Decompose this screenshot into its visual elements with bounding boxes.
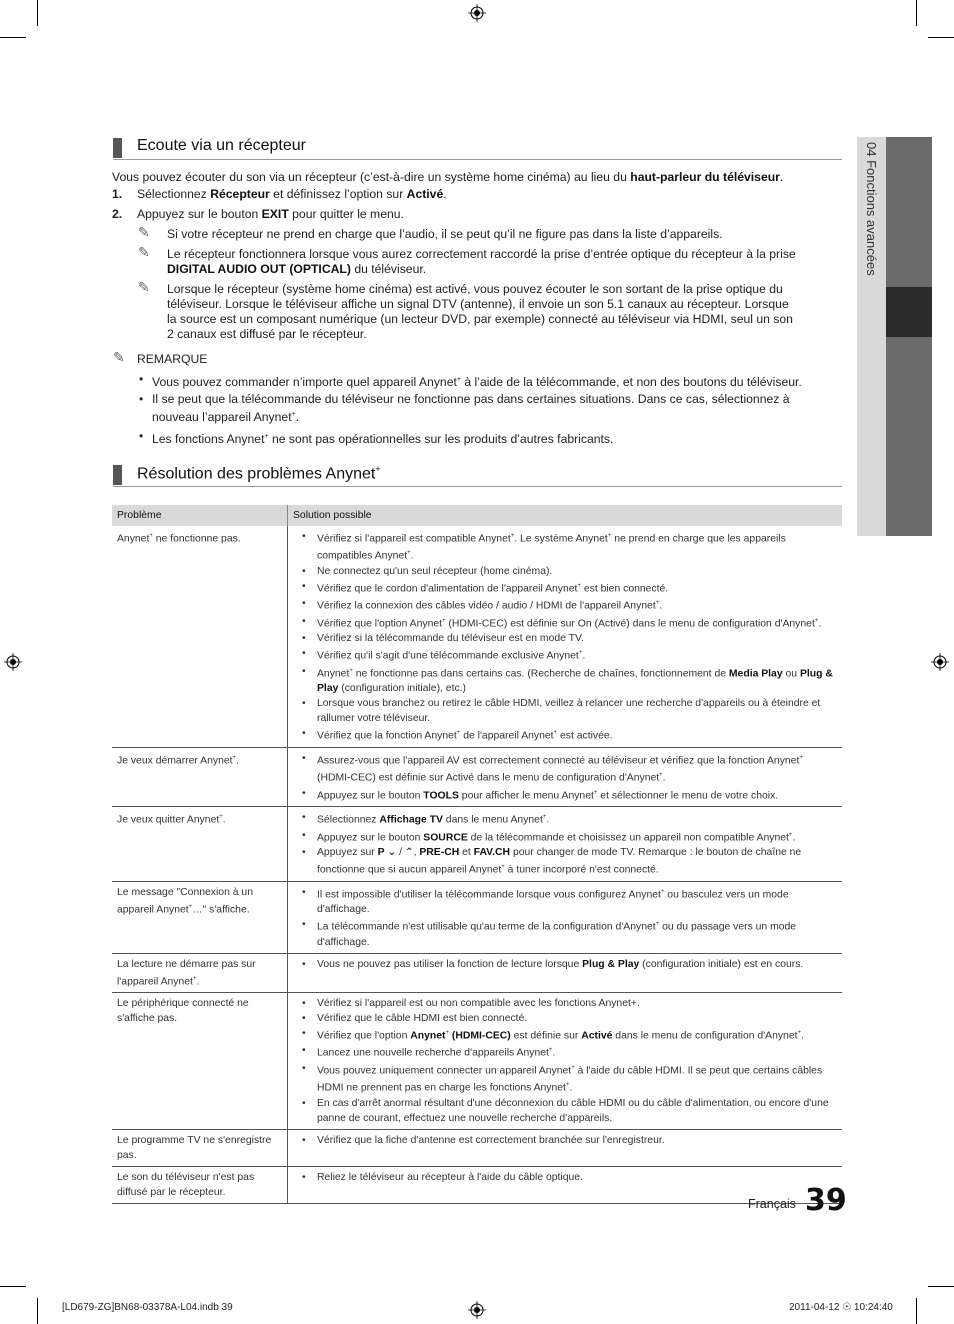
solution-item: • Lancez une nouvelle recherche d'appareils Anynet+. bbox=[293, 1043, 837, 1060]
imprint-date: 2011-04-12 ☉ 10:24:40 bbox=[789, 1302, 893, 1313]
page-number: 39 bbox=[805, 1183, 847, 1218]
note-pencil-icon: ✎ bbox=[138, 224, 150, 240]
table-row bbox=[112, 953, 842, 992]
footer-language: Français bbox=[748, 1197, 796, 1211]
solution-cell bbox=[288, 992, 843, 1129]
solution-cell bbox=[288, 1129, 843, 1166]
solution-item: • Vérifiez que la fiche d'antenne est correctement branchée sur l'enregistreur. bbox=[293, 1133, 837, 1148]
table-header-row bbox=[112, 505, 842, 526]
section-title: Ecoute via un récepteur bbox=[137, 137, 306, 154]
solution-item: • Sélectionnez Affichage TV dans le menu Anynet+. bbox=[293, 810, 837, 827]
solution-item: • Appuyez sur P ⌄ / ⌃, PRE-CH et FAV.CH pour changer de mode TV. Remarque : le bouton de chaîne ne fonctionne que si aucun appareil Anynet+ à tuner incorporé n'est connecté. bbox=[293, 845, 837, 877]
problem-cell: La lecture ne démarre pas sur l'appareil Anynet+. bbox=[112, 953, 288, 992]
table-row bbox=[112, 747, 842, 806]
solution-item: • Vérifiez si la télécommande du téléviseur est en mode TV. bbox=[293, 631, 837, 646]
section-marker bbox=[113, 465, 122, 485]
column-header-problem: Problème bbox=[112, 505, 288, 526]
solution-item: • Appuyez sur le bouton SOURCE de la télécommande et choisissez un appareil non compatible Anynet+. bbox=[293, 828, 837, 845]
solution-item: • Vérifiez que l'option Anynet+ (HDMI-CEC) est définie sur On (Activé) dans le menu de configuration d'Anynet+. bbox=[293, 614, 837, 631]
solution-item: • Appuyez sur le bouton TOOLS pour afficher le menu Anynet+ et sélectionner le menu de votre choix. bbox=[293, 786, 837, 803]
solution-item: • Vérifiez que le câble HDMI est bien connecté. bbox=[293, 1011, 837, 1026]
registration-mark-icon bbox=[468, 1301, 486, 1319]
problem-cell: Le programme TV ne s'enregistre pas. bbox=[112, 1129, 288, 1166]
note-3: Lorsque le récepteur (système home cinéma) est activé, vous pouvez écouter le son sortant de la prise optique du téléviseur. Lorsque le téléviseur affiche un signal DTV (antenne), il envoie un son 5.1 canaux au récepteur. Lorsque la source est un composant numérique (un lecteur DVD, par exemple) connecté au téléviseur via HDMI, seul un son 2 canaux est diffusé par le récepteur. bbox=[167, 282, 793, 341]
table-row bbox=[112, 881, 842, 953]
crop-mark bbox=[928, 1286, 954, 1287]
remark-label: REMARQUE bbox=[137, 352, 208, 366]
chapter-label: 04 Fonctions avancées bbox=[864, 142, 879, 276]
imprint-file: [LD679-ZG]BN68-03378A-L04.indb 39 bbox=[62, 1302, 233, 1313]
solution-item: • Lorsque vous branchez ou retirez le câble HDMI, veillez à relancer une recherche d'appareils ou à éteindre et rallumer votre téléviseur. bbox=[293, 696, 837, 726]
column-header-solution: Solution possible bbox=[288, 505, 843, 526]
solution-item: • Vérifiez que l'option Anynet+ (HDMI-CEC) est définie sur Activé dans le menu de configuration d'Anynet+. bbox=[293, 1026, 837, 1043]
solution-item: • Vérifiez si l'appareil est ou non compatible avec les fonctions Anynet+. bbox=[293, 996, 837, 1011]
solution-cell bbox=[288, 747, 843, 806]
registration-mark-icon bbox=[4, 653, 22, 671]
chevron-down-icon: ⌄ bbox=[387, 847, 397, 859]
remark-1: Vous pouvez commander n’importe quel appareil Anynet+ à l’aide de la télécommande, et non des boutons du téléviseur. bbox=[152, 375, 802, 390]
section-marker bbox=[113, 138, 122, 158]
crop-mark bbox=[37, 0, 38, 26]
note-2: Le récepteur fonctionnera lorsque vous aurez correctement raccordé la prise d’entrée optique du récepteur à la prise DIGITAL AUDIO OUT (OPTICAL) du téléviseur. bbox=[167, 247, 796, 276]
solution-item: • Vous pouvez uniquement connecter un appareil Anynet+ à l'aide du câble HDMI. Il se peut que certains câbles HDMI ne prennent pas en charge les fonctions Anynet+. bbox=[293, 1061, 837, 1096]
remark-pencil-icon: ✎ bbox=[113, 349, 125, 365]
solution-item: • Ne connectez qu'un seul récepteur (home cinéma). bbox=[293, 564, 837, 579]
solution-item: • Vérifiez la connexion des câbles vidéo / audio / HDMI de l'appareil Anynet+. bbox=[293, 596, 837, 613]
side-tab-active-marker bbox=[886, 287, 932, 337]
table-row bbox=[112, 1166, 842, 1203]
troubleshooting-table bbox=[112, 505, 842, 1204]
solution-item: • Assurez-vous que l'appareil AV est correctement connecté au téléviseur et vérifiez que la fonction Anynet+ (HDMI-CEC) est définie sur Activé dans le menu de configuration d'Anynet+. bbox=[293, 751, 837, 786]
solution-item: • Il est impossible d'utiliser la télécommande lorsque vous configurez Anynet+ ou basculez vers un mode d'affichage. bbox=[293, 885, 837, 917]
solution-item: • Vérifiez que le cordon d'alimentation de l'appareil Anynet+ est bien connecté. bbox=[293, 579, 837, 596]
registration-mark-icon bbox=[931, 653, 949, 671]
problem-cell: Le son du téléviseur n'est pas diffusé par le récepteur. bbox=[112, 1166, 288, 1203]
note-pencil-icon: ✎ bbox=[138, 279, 150, 295]
bullet: • bbox=[139, 392, 144, 406]
solution-item: • Anynet+ ne fonctionne pas dans certains cas. (Recherche de chaînes, fonctionnement de Media Play ou Plug & Play (configuration initiale), etc.) bbox=[293, 664, 837, 696]
remark-2: Il se peut que la télécommande du téléviseur ne fonctionne pas dans certaines situations. Dans ce cas, sélectionnez à nouveau l’appareil Anynet+. bbox=[152, 392, 790, 425]
crop-mark bbox=[928, 37, 954, 38]
solution-cell bbox=[288, 881, 843, 953]
step-number: 1. bbox=[112, 187, 123, 201]
solution-item: • Vous ne pouvez pas utiliser la fonction de lecture lorsque Plug & Play (configuration initiale) est en cours. bbox=[293, 957, 837, 972]
section-header-receiver bbox=[113, 137, 842, 160]
problem-cell: Je veux quitter Anynet+. bbox=[112, 807, 288, 881]
solution-item: • La télécommande n'est utilisable qu'au terme de la configuration d'Anynet+ ou du passage vers un mode d'affichage. bbox=[293, 917, 837, 949]
crop-mark bbox=[37, 1298, 38, 1324]
crop-mark bbox=[0, 37, 26, 38]
solution-cell bbox=[288, 526, 843, 747]
section-header-troubleshooting bbox=[113, 464, 842, 487]
table-row bbox=[112, 526, 842, 747]
crop-mark bbox=[0, 1286, 26, 1287]
crop-mark bbox=[916, 0, 917, 26]
problem-cell: Anynet+ ne fonctionne pas. bbox=[112, 526, 288, 747]
note-1: Si votre récepteur ne prend en charge que l’audio, il se peut qu’il ne figure pas dans la liste d’appareils. bbox=[167, 227, 723, 241]
problem-cell: Je veux démarrer Anynet+. bbox=[112, 747, 288, 806]
step-number: 2. bbox=[112, 207, 123, 221]
note-pencil-icon: ✎ bbox=[138, 244, 150, 260]
solution-item: • En cas d'arrêt anormal résultant d'une déconnexion du câble HDMI ou du câble d'alimentation, ou encore d'une panne de courant, effectuez une nouvelle recherche d'appareils. bbox=[293, 1096, 837, 1126]
bullet: • bbox=[139, 372, 144, 386]
solution-item: • Vérifiez si l'appareil est compatible Anynet+. Le système Anynet+ ne prend en charge que les appareils compatibles Anynet+. bbox=[293, 529, 837, 564]
step-2: Appuyez sur le bouton EXIT pour quitter le menu. bbox=[137, 207, 404, 221]
section-title: Résolution des problèmes Anynet+ bbox=[137, 464, 381, 483]
table-row bbox=[112, 1129, 842, 1166]
problem-cell: Le périphérique connecté ne s'affiche pas. bbox=[112, 992, 288, 1129]
solution-item: • Reliez le téléviseur au récepteur à l'aide du câble optique. bbox=[293, 1170, 837, 1185]
problem-cell: Le message "Connexion à un appareil Anynet+…" s'affiche. bbox=[112, 881, 288, 953]
solution-cell bbox=[288, 953, 843, 992]
registration-mark-icon bbox=[468, 4, 486, 22]
solution-cell bbox=[288, 807, 843, 881]
intro-paragraph: Vous pouvez écouter du son via un récepteur (c’est-à-dire un système home cinéma) au lieu du haut-parleur du téléviseur. bbox=[112, 170, 784, 184]
bullet: • bbox=[139, 429, 144, 443]
step-1: Sélectionnez Récepteur et définissez l’option sur Activé. bbox=[137, 187, 447, 201]
crop-mark bbox=[916, 1298, 917, 1324]
remark-3: Les fonctions Anynet+ ne sont pas opérationnelles sur les produits d’autres fabricants. bbox=[152, 432, 614, 447]
table-row bbox=[112, 992, 842, 1129]
table-row bbox=[112, 807, 842, 881]
solution-item: • Vérifiez qu'il s'agit d'une télécommande exclusive Anynet+. bbox=[293, 646, 837, 663]
solution-item: • Vérifiez que la fonction Anynet+ de l'appareil Anynet+ est activée. bbox=[293, 726, 837, 743]
chevron-up-icon: ⌃ bbox=[404, 847, 414, 859]
